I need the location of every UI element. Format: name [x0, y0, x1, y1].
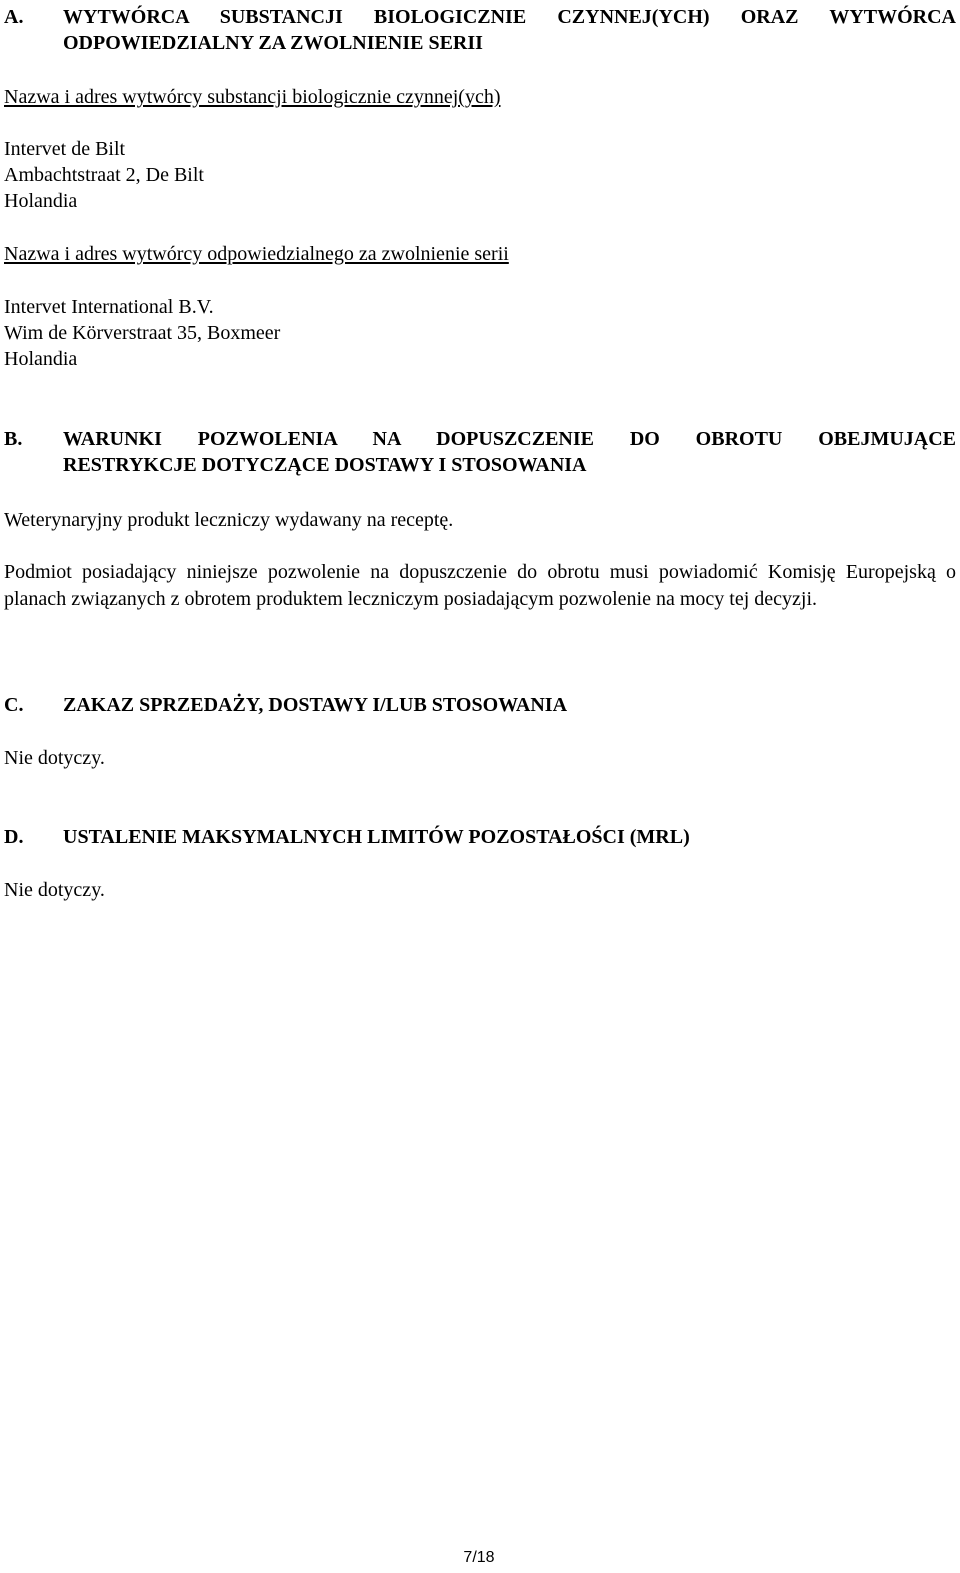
- address-line: Holandia: [4, 190, 78, 212]
- section-b-letter: B.: [4, 428, 23, 450]
- section-b-title-line1: WARUNKI POZWOLENIA NA DOPUSZCZENIE DO OBROTU OBEJMUJĄCE: [63, 428, 956, 450]
- section-d-title: USTALENIE MAKSYMALNYCH LIMITÓW POZOSTAŁOŚCI (MRL): [63, 826, 690, 848]
- section-c-letter: C.: [4, 694, 24, 716]
- page-number: 7/18: [463, 1549, 495, 1566]
- section-d-body: Nie dotyczy.: [4, 879, 105, 901]
- address-line: Holandia: [4, 348, 78, 370]
- batch-release-manufacturer-label: Nazwa i adres wytwórcy odpowiedzialnego za zwolnienie serii: [4, 243, 509, 265]
- active-substance-manufacturer-address: [4, 136, 204, 214]
- section-a-title-line2: ODPOWIEDZIALNY ZA ZWOLNIENIE SERII: [63, 32, 483, 54]
- prescription-note: Weterynaryjny produkt leczniczy wydawany na receptę.: [4, 509, 454, 531]
- active-substance-manufacturer-label: Nazwa i adres wytwórcy substancji biologicznie czynnej(ych): [4, 86, 501, 108]
- section-d-letter: D.: [4, 826, 24, 848]
- address-line: Intervet International B.V.: [4, 296, 214, 318]
- address-line: Ambachtstraat 2, De Bilt: [4, 164, 204, 186]
- section-a-title-line1: WYTWÓRCA SUBSTANCJI BIOLOGICZNIE CZYNNEJ(YCH) ORAZ WYTWÓRCA: [63, 6, 956, 28]
- section-b-heading: [4, 426, 956, 478]
- section-a-heading: [4, 4, 956, 56]
- address-line: Intervet de Bilt: [4, 138, 126, 160]
- page-footer: [0, 1548, 960, 1568]
- address-line: Wim de Körverstraat 35, Boxmeer: [4, 322, 281, 344]
- section-b-title-line2: RESTRYKCJE DOTYCZĄCE DOSTAWY I STOSOWANIA: [63, 454, 587, 476]
- section-a-letter: A.: [4, 6, 24, 28]
- section-c-title: ZAKAZ SPRZEDAŻY, DOSTAWY I/LUB STOSOWANIA: [63, 694, 568, 716]
- section-c-heading: [4, 692, 956, 718]
- section-c-body: Nie dotyczy.: [4, 747, 105, 769]
- section-d-heading: [4, 824, 956, 850]
- batch-release-manufacturer-address: [4, 294, 280, 372]
- notification-text: Podmiot posiadający niniejsze pozwolenie na dopuszczenie do obrotu musi powiadomić Komisję Europejską o planach związanych z obrotem produktem leczniczym posiadającym pozwolenie na mocy tej decyzji.: [4, 561, 956, 610]
